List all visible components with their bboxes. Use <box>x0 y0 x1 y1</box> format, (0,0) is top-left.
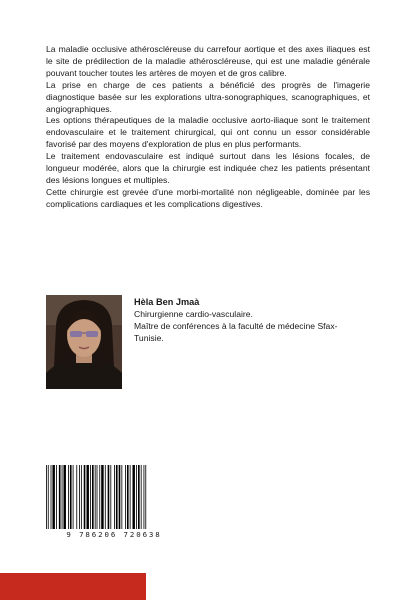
barcode-bar <box>144 465 145 529</box>
blurb-paragraph-5: Cette chirurgie est grevée d'une morbi-mortalité non négligeable, dominée par les complications cardiaques et les complications digestives. <box>46 186 370 209</box>
barcode-bar <box>125 465 126 529</box>
barcode-bar <box>51 465 52 529</box>
barcode-bar <box>59 465 61 529</box>
barcode-bar <box>136 465 137 529</box>
barcode-bar <box>132 465 134 529</box>
barcode-bar <box>84 465 86 529</box>
publisher-color-band <box>0 573 146 600</box>
blurb-paragraph-3: Les options thérapeutiques de la maladie occlusive aorto-iliaque sont le traitement endovasculaire et le traitement chirurgical, qui ont connu un essor considérable favorisé par des moyens d'exploration de plus en plus performants. <box>46 115 370 150</box>
barcode-bar <box>86 465 88 529</box>
blurb-paragraph-1: La maladie occlusive athéroscléreuse du carrefour aortique et des axes iliaques est le site de prédilection de la maladie athéroscléreuse, qui est une maladie générale pouvant toucher toutes les artères de moyen et de gros calibre. <box>46 44 370 78</box>
barcode-bar <box>70 465 72 529</box>
author-bio <box>134 309 374 345</box>
barcode-bar <box>105 465 106 529</box>
barcode-bar <box>99 465 100 529</box>
barcode-bar <box>141 465 142 529</box>
barcode-bar <box>68 465 69 529</box>
barcode-bar <box>114 465 115 529</box>
barcode-bar <box>76 465 77 529</box>
author-photo <box>46 295 122 389</box>
isbn-number: 9 786206 720638 <box>66 530 162 539</box>
barcode-bar <box>92 465 94 529</box>
barcode-bar <box>56 465 57 529</box>
barcode-bar <box>108 465 110 529</box>
author-portrait-icon <box>46 295 122 389</box>
blurb-paragraph-2: La prise en charge de ces patients a bénéficié des progrès de l'imagerie diagnostique basée sur les explorations ultra-sonographiques, scanographiques, et angiographiques. <box>46 79 370 114</box>
barcode-bar <box>119 465 121 529</box>
barcode-bar <box>90 465 91 529</box>
barcode-bar <box>130 465 131 529</box>
barcode-bar <box>97 465 98 529</box>
barcode-bar <box>62 465 63 529</box>
barcode-bar <box>121 465 122 529</box>
barcode-bar <box>52 465 54 529</box>
barcode-bar <box>145 465 146 529</box>
author-title-line-3: Tunisie. <box>134 332 164 343</box>
author-title-line-2: Maître de conférences à la faculté de médecine Sfax- <box>134 320 338 331</box>
barcode-bar <box>116 465 118 529</box>
barcode-bar <box>63 465 65 529</box>
back-cover-blurb <box>46 44 370 211</box>
author-name: Hèla Ben Jmaà <box>134 297 200 307</box>
barcode-bar <box>95 465 96 529</box>
barcode-bar <box>127 465 129 529</box>
blurb-paragraph-4: Le traitement endovasculaire est indiqué surtout dans les lésions focales, de longueur modérée, alors que la chirurgie est indiquée chez les patients présentant des lésions longues et multiples. <box>46 151 370 185</box>
barcode-bar <box>101 465 103 529</box>
barcode-bar <box>73 465 74 529</box>
isbn-barcode <box>44 465 184 529</box>
barcode-bar <box>79 465 80 529</box>
author-title-line-1: Chirurgienne cardio-vasculaire. <box>134 309 253 319</box>
barcode-bar <box>110 465 111 529</box>
barcode-bar <box>81 465 82 529</box>
barcode-bar <box>46 465 47 529</box>
barcode-bar <box>138 465 140 529</box>
barcode-bar <box>48 465 49 529</box>
